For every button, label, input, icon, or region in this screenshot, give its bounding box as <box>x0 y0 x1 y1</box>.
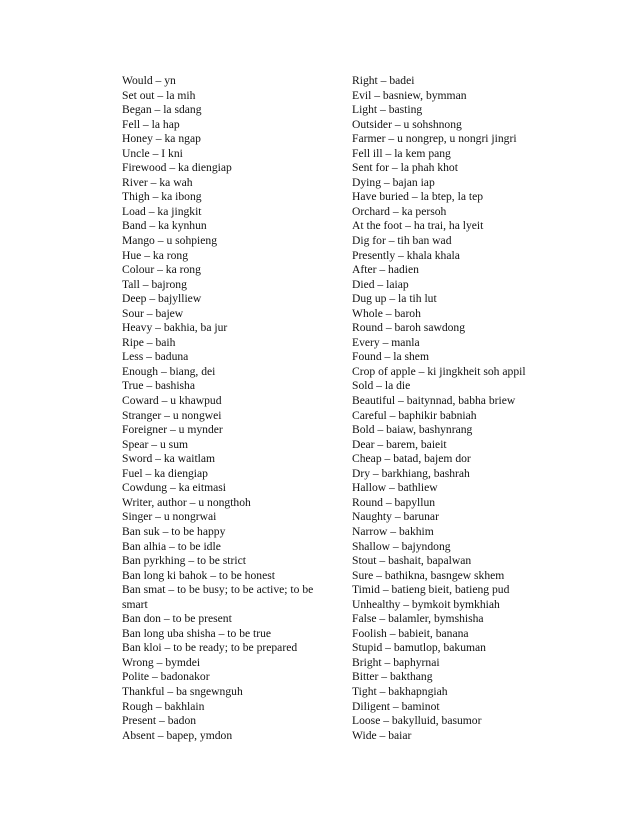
list-item: Thigh – ka ibong <box>122 190 202 204</box>
list-item: Deep – bajylliew <box>122 292 202 306</box>
list-item: Sold – la die <box>352 379 411 393</box>
list-item: Orchard – ka persoh <box>352 204 447 218</box>
list-item: Sure – bathikna, basngew skhem <box>352 568 505 582</box>
list-item: Writer, author – u nongthoh <box>122 495 251 509</box>
list-item: Band – ka kynhun <box>122 219 207 233</box>
list-item: Rough – bakhlain <box>122 699 205 713</box>
list-item: True – bashisha <box>122 379 195 393</box>
list-item: Bold – baiaw, bashynrang <box>352 423 473 437</box>
list-item: Colour – ka rong <box>122 263 201 277</box>
list-item: Load – ka jingkit <box>122 204 202 218</box>
list-item: Dig for – tih ban wad <box>352 234 452 248</box>
list-item: Spear – u sum <box>122 437 189 451</box>
list-item: Found – la shem <box>352 350 429 364</box>
list-item: Ban alhia – to be idle <box>122 539 221 553</box>
list-item: Cheap – batad, bajem dor <box>352 452 471 466</box>
list-item: Cowdung – ka eitmasi <box>122 481 227 495</box>
list-item: Unhealthy – bymkoit bymkhiah <box>352 597 500 611</box>
vocabulary-list-left <box>122 74 327 743</box>
list-item: Enough – biang, dei <box>122 364 216 378</box>
list-item: Sent for – la phah khot <box>352 161 458 175</box>
list-item: Singer – u nongrwai <box>122 510 217 524</box>
list-item: Bright – baphyrnai <box>352 655 440 669</box>
list-item: Tall – bajrong <box>122 277 187 291</box>
list-item: False – balamler, bymshisha <box>352 612 484 626</box>
list-item: Round – bapyllun <box>352 495 436 509</box>
list-item: Crop of apple – ki jingkheit soh appil <box>352 364 526 378</box>
list-item: Wide – baiar <box>352 728 412 742</box>
list-item: Diligent – baminot <box>352 699 440 713</box>
list-item: Careful – baphikir babniah <box>352 408 477 422</box>
list-item: Ban long uba shisha – to be true <box>122 626 272 640</box>
list-item: Dear – barem, baieit <box>352 437 447 451</box>
list-item: Evil – basniew, bymman <box>352 88 467 102</box>
list-item: Every – manla <box>352 335 420 349</box>
list-item: Beautiful – baitynnad, babha briew <box>352 394 516 408</box>
list-item: Round – baroh sawdong <box>352 321 466 335</box>
list-item: Coward – u khawpud <box>122 394 222 408</box>
list-item: Ban long ki bahok – to be honest <box>122 568 275 582</box>
list-item: Right – badei <box>352 74 415 87</box>
list-item: Stupid – bamutlop, bakuman <box>352 641 486 655</box>
list-item: River – ka wah <box>122 175 193 189</box>
list-item: Timid – batieng bieit, batieng pud <box>352 583 510 597</box>
list-item: Would – yn <box>122 74 176 87</box>
list-item: Ban don – to be present <box>122 612 232 626</box>
list-item: Whole – baroh <box>352 306 421 320</box>
list-item: Wrong – bymdei <box>122 655 201 669</box>
list-item: Loose – bakylluid, basumor <box>352 714 482 728</box>
list-item: Fell – la hap <box>122 117 180 131</box>
list-item: Dying – bajan iap <box>352 175 435 189</box>
list-item: Farmer – u nongrep, u nongri jingri <box>352 132 517 146</box>
list-item: Shallow – bajyndong <box>352 539 451 553</box>
list-item: Mango – u sohpieng <box>122 234 217 248</box>
list-item: Less – baduna <box>122 350 189 364</box>
list-item: Hue – ka rong <box>122 248 189 262</box>
list-item: Firewood – ka diengiap <box>122 161 232 175</box>
list-item: Stranger – u nongwei <box>122 408 222 422</box>
list-item: Have buried – la btep, la tep <box>352 190 484 204</box>
list-item: Ban smat – to be busy; to be active; to be smart <box>122 583 314 611</box>
list-item: Died – laiap <box>352 277 409 291</box>
list-item: Naughty – barunar <box>352 510 439 524</box>
list-item: Uncle – I kni <box>122 146 183 160</box>
list-item: Bitter – bakthang <box>352 670 433 684</box>
list-item: Dry – barkhiang, bashrah <box>352 466 470 480</box>
list-item: Light – basting <box>352 103 423 117</box>
list-item: Fell ill – la kem pang <box>352 146 451 160</box>
list-item: Ban kloi – to be ready; to be prepared <box>122 641 298 655</box>
list-item: Ripe – baih <box>122 335 176 349</box>
list-item: After – hadien <box>352 263 419 277</box>
list-item: Began – la sdang <box>122 103 202 117</box>
list-item: Foreigner – u mynder <box>122 423 223 437</box>
list-item: Sour – bajew <box>122 306 184 320</box>
list-item: Ban pyrkhing – to be strict <box>122 554 246 568</box>
list-item: Tight – bakhapngiah <box>352 684 448 698</box>
list-item: Fuel – ka diengiap <box>122 466 208 480</box>
list-item: Thankful – ba sngewnguh <box>122 684 243 698</box>
list-item: Polite – badonakor <box>122 670 210 684</box>
list-item: Stout – bashait, bapalwan <box>352 554 472 568</box>
list-item: Foolish – babieit, banana <box>352 626 469 640</box>
list-item: Presently – khala khala <box>352 248 460 262</box>
list-item: Heavy – bakhia, ba jur <box>122 321 228 335</box>
list-item: Hallow – bathliew <box>352 481 438 495</box>
list-item: Absent – bapep, ymdon <box>122 728 233 742</box>
list-item: Ban suk – to be happy <box>122 524 226 538</box>
list-item: Narrow – bakhim <box>352 524 434 538</box>
list-item: Honey – ka ngap <box>122 132 201 146</box>
list-item: At the foot – ha trai, ha lyeit <box>352 219 484 233</box>
list-item: Dug up – la tih lut <box>352 292 437 306</box>
list-item: Sword – ka waitlam <box>122 452 216 466</box>
vocabulary-list-right <box>352 74 552 743</box>
list-item: Present – badon <box>122 714 197 728</box>
list-item: Outsider – u sohshnong <box>352 117 462 131</box>
list-item: Set out – la mih <box>122 88 196 102</box>
